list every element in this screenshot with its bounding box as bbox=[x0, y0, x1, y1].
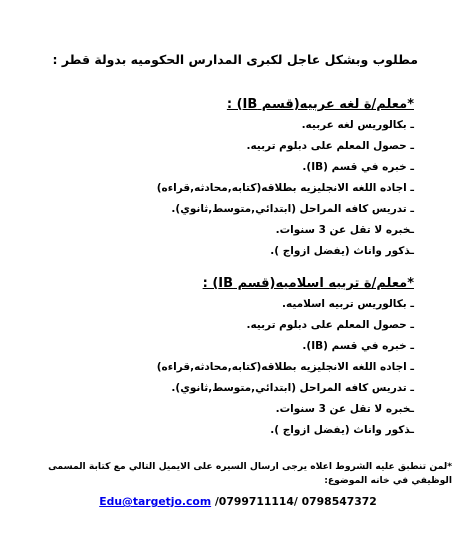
list-item: ـ حصول المعلم على دبلوم تربيه. bbox=[246, 319, 414, 331]
list-item: ـ اجاده اللغه الانجليزيه بطلاقه(كتابه,محادثه,قراءه) bbox=[156, 361, 414, 373]
section-heading-islamic-teacher bbox=[202, 276, 414, 291]
section-heading-arabic-teacher bbox=[214, 97, 414, 112]
list-item: ـ بكالوريس تربيه اسلاميه. bbox=[281, 298, 414, 310]
email-link[interactable]: Edu@targetjo.com bbox=[99, 495, 212, 508]
contact-line bbox=[0, 495, 476, 508]
list-item: ـ تدريس كافه المراحل (ابتدائي,متوسط,ثانوي). bbox=[171, 203, 414, 215]
page-title: مطلوب وبشكل عاجل لكبرى المدارس الحكوميه بدولة قطر : bbox=[52, 52, 418, 67]
section-heading-text: *معلم/ة تربيه اسلاميه(قسم IB) : bbox=[202, 276, 414, 291]
section-heading-text: *معلم/ة لغه عربيه(قسم IB) : bbox=[226, 97, 414, 112]
list-item: ـذكور واناث (يفضل ازواج ). bbox=[270, 245, 414, 257]
list-item: ـ اجاده اللغه الانجليزيه بطلاقه(كتابه,محادثه,قراءه) bbox=[156, 182, 414, 194]
list-item: ـ تدريس كافه المراحل (ابتدائي,متوسط,ثانوي). bbox=[171, 382, 414, 394]
application-note: *لمن تنطبق عليه الشروط اعلاه يرجى ارسال السيره على الايميل التالي مع كتابة المسمى الوظيفي في خانه الموضوع: bbox=[48, 461, 452, 486]
list-item: ـ حصول المعلم على دبلوم تربيه. bbox=[246, 140, 414, 152]
phone-numbers: /0799711114/ 0798547372 bbox=[211, 495, 377, 508]
list-item: ـخبره لا تقل عن 3 سنوات. bbox=[275, 403, 414, 415]
requirements-list-islamic bbox=[54, 294, 414, 441]
list-item: ـذكور واناث (يفضل ازواج ). bbox=[270, 424, 414, 436]
list-item: ـ خبره في قسم (IB). bbox=[302, 161, 414, 173]
list-item: ـ بكالوريس لغه عربيه. bbox=[301, 119, 414, 131]
list-item: ـ خبره في قسم (IB). bbox=[302, 340, 414, 352]
requirements-list-arabic bbox=[54, 115, 414, 262]
list-item: ـخبره لا تقل عن 3 سنوات. bbox=[275, 224, 414, 236]
